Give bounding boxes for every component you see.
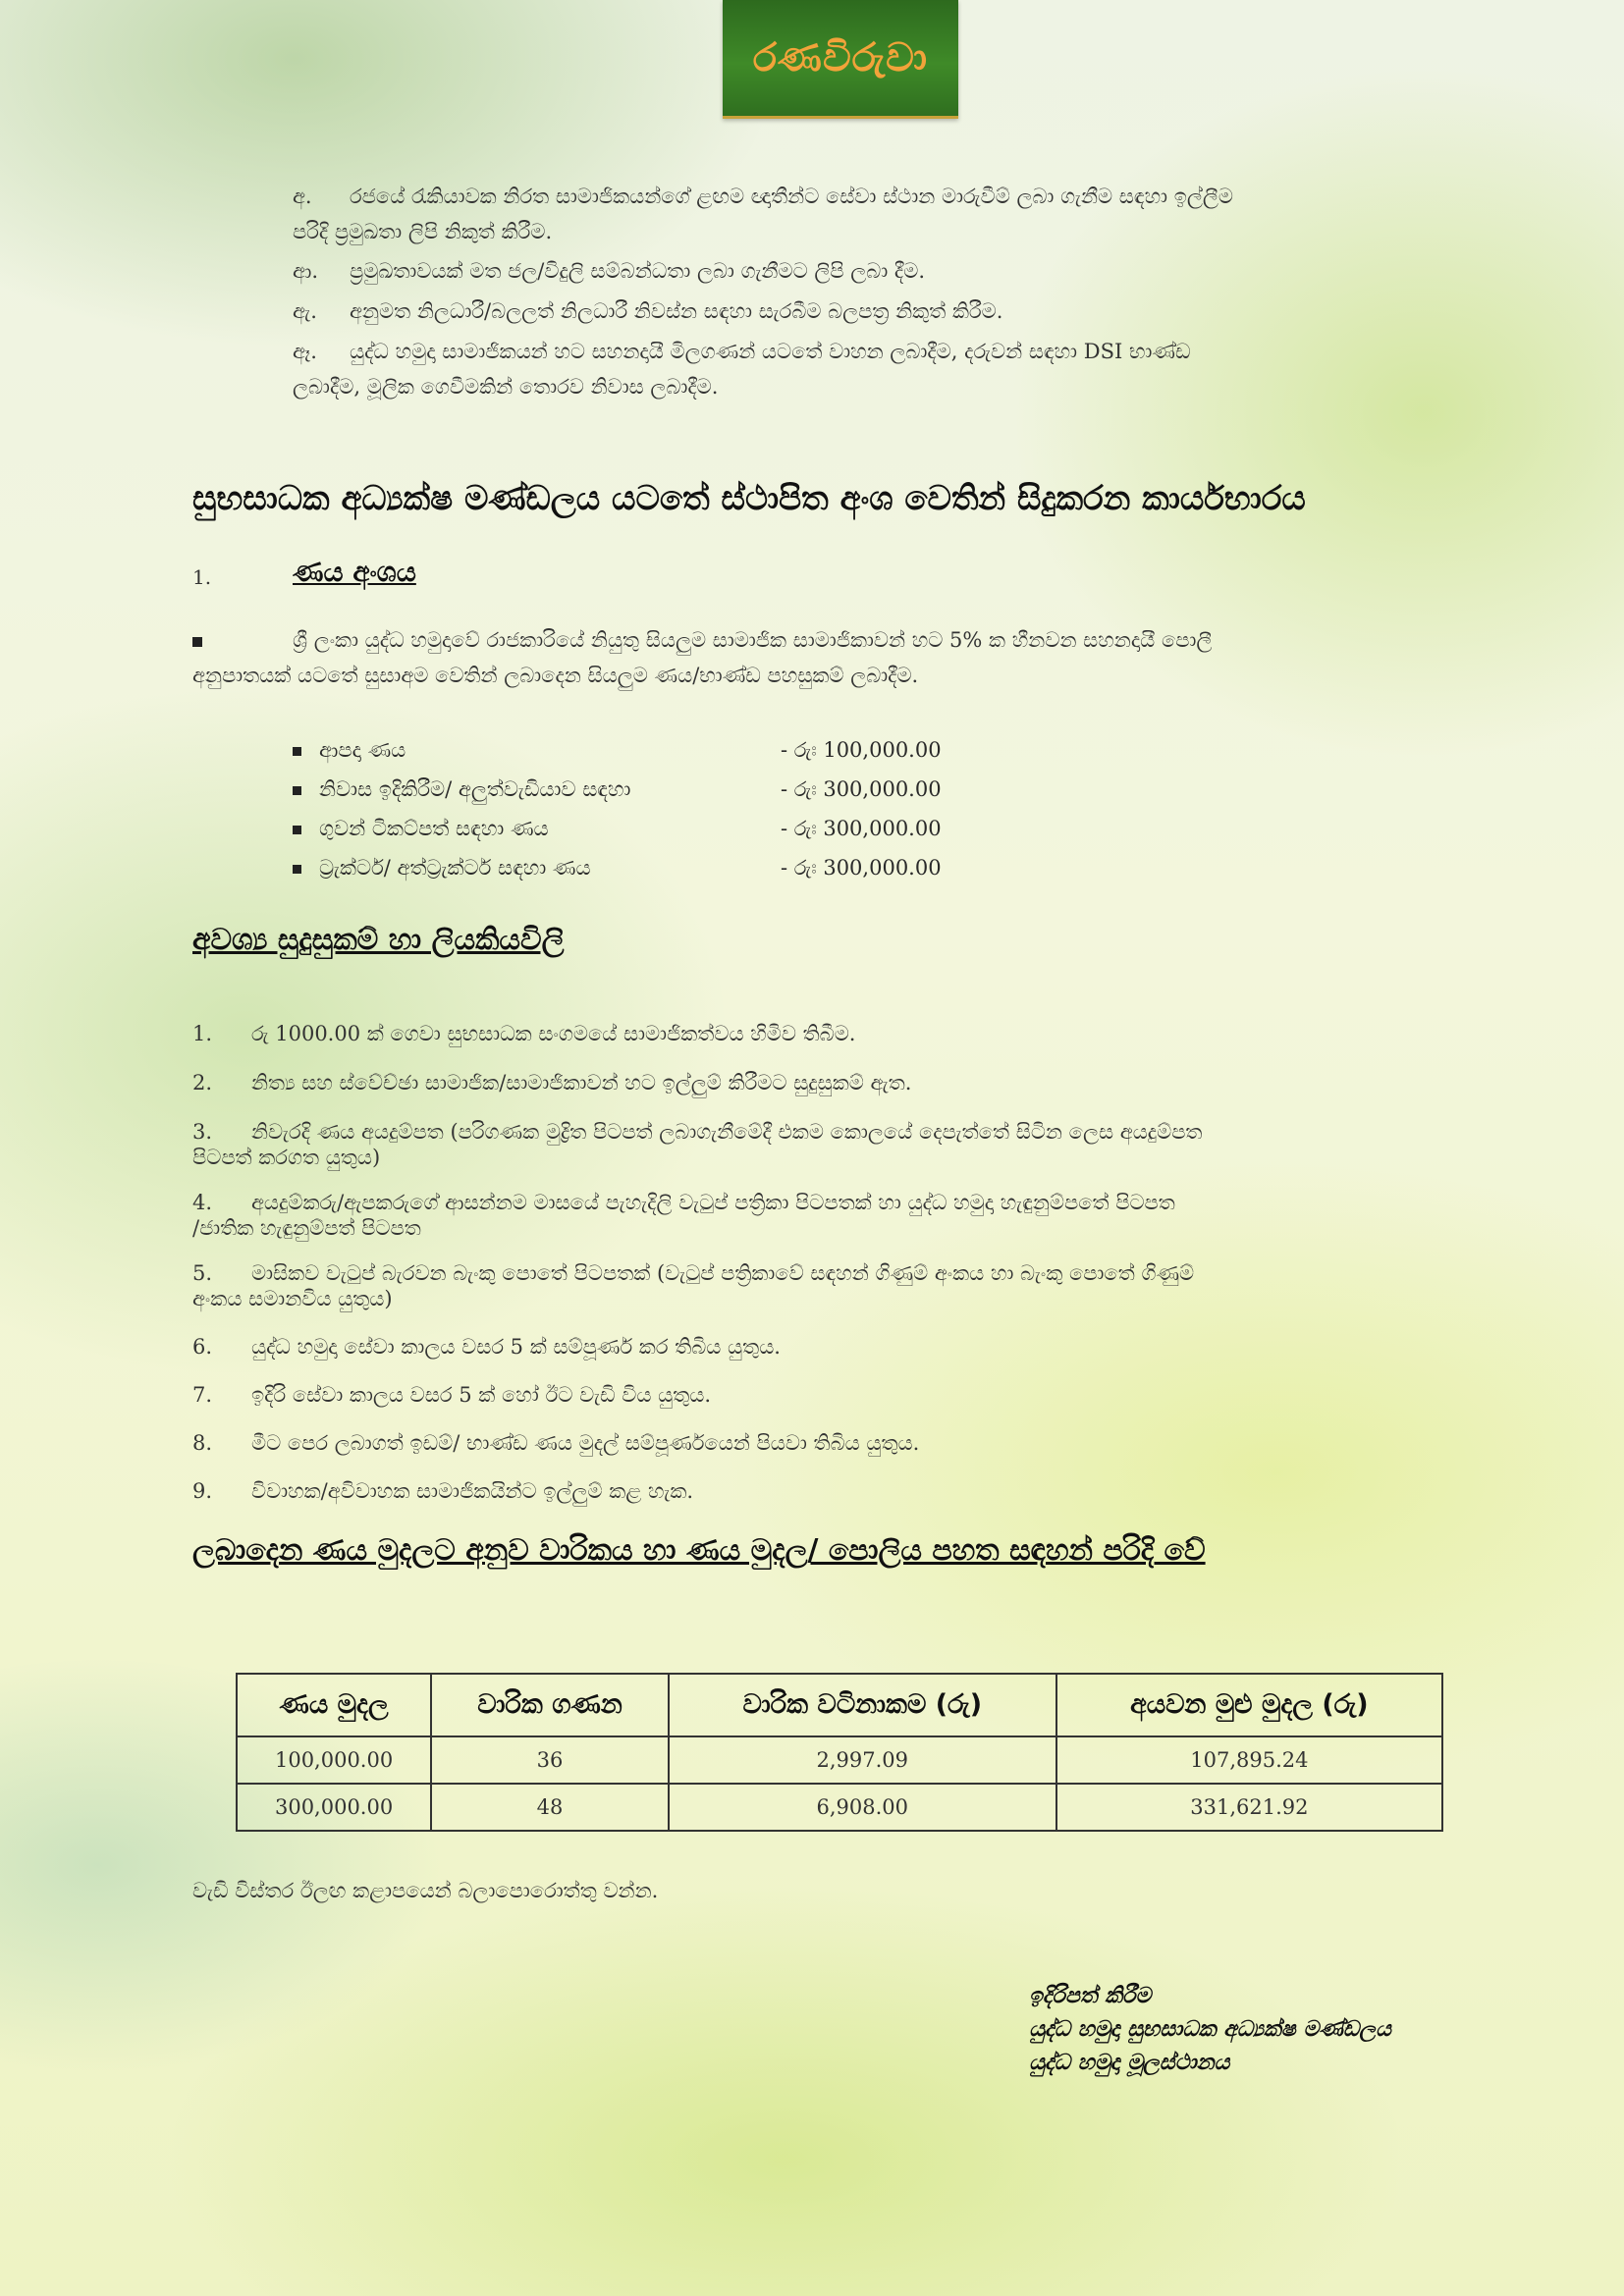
square-bullet-icon <box>192 637 202 647</box>
intro-item-label: ආ. <box>293 259 319 283</box>
table-cell: 48 <box>431 1784 669 1831</box>
bullet-text-cont: අනුපාතයක් යටතේ සුසාඅම වෙතින් ලබාදෙන සියලුම ණය/භාණ්ඩ පහසුකම් ලබාදීම. <box>192 664 919 687</box>
footer-note: වැඩි විස්තර ඊලඟ කළාපයෙන් බලාපොරොත්තු වන්න. <box>192 1879 659 1902</box>
intro-item-label: අ. <box>293 185 312 208</box>
requirement-number: 1. <box>192 1022 213 1045</box>
table-row <box>237 1784 1442 1831</box>
list-item <box>293 809 1078 848</box>
requirement-item <box>192 1190 1439 1241</box>
requirements-title: අවශ්‍ය සුදුසුකම් හා ලියකියවිලි <box>192 923 565 957</box>
section-number: 1. <box>192 565 212 589</box>
requirement-text-cont: අංකය සමානවිය යුතුය) <box>192 1287 393 1310</box>
main-heading: සුභසාධක අධ්‍යක්ෂ මණ්ඩලය යටතේ ස්ථාපිත අංශ වෙතින් සිදුකරන කාර්යභාරය <box>192 479 1306 518</box>
loan-name: නිවාස ඉදිකිරීම/ අලුත්වැඩියාව සඳහා <box>319 777 631 801</box>
intro-item-a <box>293 179 1432 249</box>
requirement-text-cont: පිටපත් කරගත යුතුය) <box>192 1146 381 1169</box>
section-bullet-paragraph <box>192 622 1435 693</box>
signature-block <box>1029 1979 1391 2079</box>
table-cell: 107,895.24 <box>1056 1736 1442 1784</box>
requirement-text: රු 1000.00 ක් ගෙවා සුභසාධක සංගමයේ සාමාජිකත්වය හිමිව තිබීම. <box>251 1022 856 1045</box>
signature-line: යුද්ධ හමුදා මූලස්ථානය <box>1029 2050 1230 2075</box>
magazine-logo <box>723 0 958 119</box>
requirement-text-cont: /ජාතික හැඳුනුම්පත් පිටපත <box>192 1216 421 1240</box>
intro-item-text-cont: පරිදි ප්‍රමුඛතා ලිපි නිකුත් කිරීම. <box>293 220 553 243</box>
square-bullet-icon <box>293 786 301 795</box>
requirement-number: 6. <box>192 1335 213 1359</box>
requirement-item <box>192 1430 1439 1456</box>
requirement-text: අයදුම්කරු/ඇපකරුගේ ආසන්නම මාසයේ පැහැදිලි වැටුප් පත්‍රිකා පිටපතක් හා යුද්ධ හමුදා හැඳුනුම්පතේ පිටපත <box>251 1191 1175 1214</box>
requirement-item <box>192 1119 1439 1170</box>
loan-amount: - රුඃ 300,000.00 <box>781 777 942 801</box>
intro-item-label: ඈ. <box>293 340 317 363</box>
table-header-cell: අයවන මුළු මුදල (රු) <box>1056 1674 1442 1736</box>
table-cell: 36 <box>431 1736 669 1784</box>
section-title: ණය අංශය <box>293 556 416 588</box>
installments-title: ලබාදෙන ණය මුදලට අනුව වාරිකය හා ණය මුදල/ පොලිය පහත සඳහන් පරිදි වේ <box>192 1533 1206 1568</box>
loan-list <box>293 730 1078 887</box>
requirement-number: 3. <box>192 1120 213 1144</box>
table-header-row <box>237 1674 1442 1736</box>
intro-item-aee <box>293 334 1432 404</box>
intro-item-aa <box>293 253 1432 289</box>
bullet-text: ශ්‍රී ලංකා යුද්ධ හමුදාවේ රාජකාරියේ නියුතු සියලුම සාමාජික සාමාජිකාවන් හට 5% ක හීනවන සහනදායී පොලී <box>293 628 1213 652</box>
table-row <box>237 1736 1442 1784</box>
loan-name: ආපදා ණය <box>319 738 406 762</box>
intro-item-text: ප්‍රමුඛතාවයක් මත ජල/විදුලි සම්බන්ධතා ලබා ගැනීමට ලිපි ලබා දීම. <box>350 259 925 283</box>
logo-text: රණවිරුවා <box>752 35 929 80</box>
requirement-number: 9. <box>192 1479 213 1503</box>
requirement-item <box>192 1260 1439 1311</box>
loan-amount: - රුඃ 300,000.00 <box>781 817 942 840</box>
requirement-number: 7. <box>192 1383 213 1407</box>
table-header-cell: ණය මුදල <box>237 1674 431 1736</box>
requirement-number: 4. <box>192 1191 213 1214</box>
intro-item-text: යුද්ධ හමුදා සාමාජිකයන් හට සහනදායී මිලගණන් යටතේ වාහන ලබාදීම, දරුවන් සඳහා DSI භාණ්ඩ <box>350 340 1191 363</box>
square-bullet-icon <box>293 826 301 834</box>
requirement-item <box>192 1070 1439 1095</box>
requirement-item <box>192 1382 1439 1408</box>
requirement-text: යුද්ධ හමුදා සේවා කාලය වසර 5 ක් සම්පූර්ණ කර තිබිය යුතුය. <box>251 1335 781 1359</box>
table-header-cell: වාරික වටිනාකම (රු) <box>669 1674 1056 1736</box>
requirement-item <box>192 1334 1439 1360</box>
table-cell: 6,908.00 <box>669 1784 1056 1831</box>
list-item <box>293 730 1078 770</box>
intro-item-text: රජයේ රැකියාවක නිරත සාමාජිකයන්ගේ ළඟම ඥාතීන්ට සේවා ස්ථාන මාරුවීම් ලබා ගැනීම සඳහා ඉල්ලීම <box>350 185 1234 208</box>
square-bullet-icon <box>293 865 301 874</box>
loan-name: ගුවන් ටිකට්පත් සඳහා ණය <box>319 817 549 840</box>
intro-item-text-cont: ලබාදීම, මූලික ගෙවීමකින් තොරව නිවාස ලබාදීම. <box>293 375 719 399</box>
requirement-item <box>192 1478 1439 1504</box>
list-item <box>293 770 1078 809</box>
requirement-item <box>192 1021 1439 1046</box>
table-cell: 2,997.09 <box>669 1736 1056 1784</box>
list-item <box>293 848 1078 887</box>
table-header-cell: වාරික ගණන <box>431 1674 669 1736</box>
loan-amount: - රුඃ 300,000.00 <box>781 856 942 880</box>
loan-name: ට්‍රැක්ටර්/ අත්ට්‍රැක්ටර් සඳහා ණය <box>319 856 591 880</box>
table-cell: 331,621.92 <box>1056 1784 1442 1831</box>
requirement-text: මාසිකව වැටුප් බැරවන බැංකු පොතේ පිටපතක් (වැටුප් පත්‍රිකාවේ සඳහන් ගිණුම් අංකය හා බැංකු පොතේ ගිණුම් <box>251 1261 1195 1285</box>
signature-line: යුද්ධ හමුදා සුභසාධක අධ්‍යක්ෂ මණ්ඩලය <box>1029 2016 1391 2042</box>
requirement-number: 2. <box>192 1071 213 1095</box>
requirement-number: 5. <box>192 1261 213 1285</box>
requirement-text: ඉදිරි සේවා කාලය වසර 5 ක් හෝ ඊට වැඩි විය යුතුය. <box>251 1383 712 1407</box>
requirement-text: මීට පෙර ලබාගත් ඉඩම්/ භාණ්ඩ ණය මුදල් සම්පූර්ණයෙන් පියවා තිබිය යුතුය. <box>251 1431 920 1455</box>
installment-table <box>236 1673 1443 1832</box>
intro-item-ae <box>293 294 1432 329</box>
requirement-number: 8. <box>192 1431 213 1455</box>
intro-item-text: අනුමත නිලධාරී/බලලත් නිලධාරී නිවස්න සඳහා සැරබීම බලපත්‍ර නිකුත් කිරීම. <box>350 299 1003 323</box>
intro-item-label: ඇ. <box>293 299 317 323</box>
loan-amount: - රුඃ 100,000.00 <box>781 738 942 762</box>
requirement-text: විවාහක/අවිවාහක සාමාජිකයින්ට ඉල්ලුම් කළ හැක. <box>251 1479 694 1503</box>
table-cell: 300,000.00 <box>237 1784 431 1831</box>
requirement-text: නිත්‍ය සහ ස්වේච්ඡා සාමාජික/සාමාජිකාවන් හට ඉල්ලුම් කිරීමට සුදුසුකම් ඇත. <box>251 1071 912 1095</box>
square-bullet-icon <box>293 747 301 756</box>
table-cell: 100,000.00 <box>237 1736 431 1784</box>
requirement-text: නිවැරදි ණය අයදුම්පත (පරිගණක මුද්‍රිත පිටපත් ලබාගැනීමේදී එකම කොලයේ දෙපැත්තේ සිටින ලෙස අයදුම්පත <box>251 1120 1203 1144</box>
signature-line: ඉදිරිපත් කිරීම <box>1029 1983 1152 2008</box>
